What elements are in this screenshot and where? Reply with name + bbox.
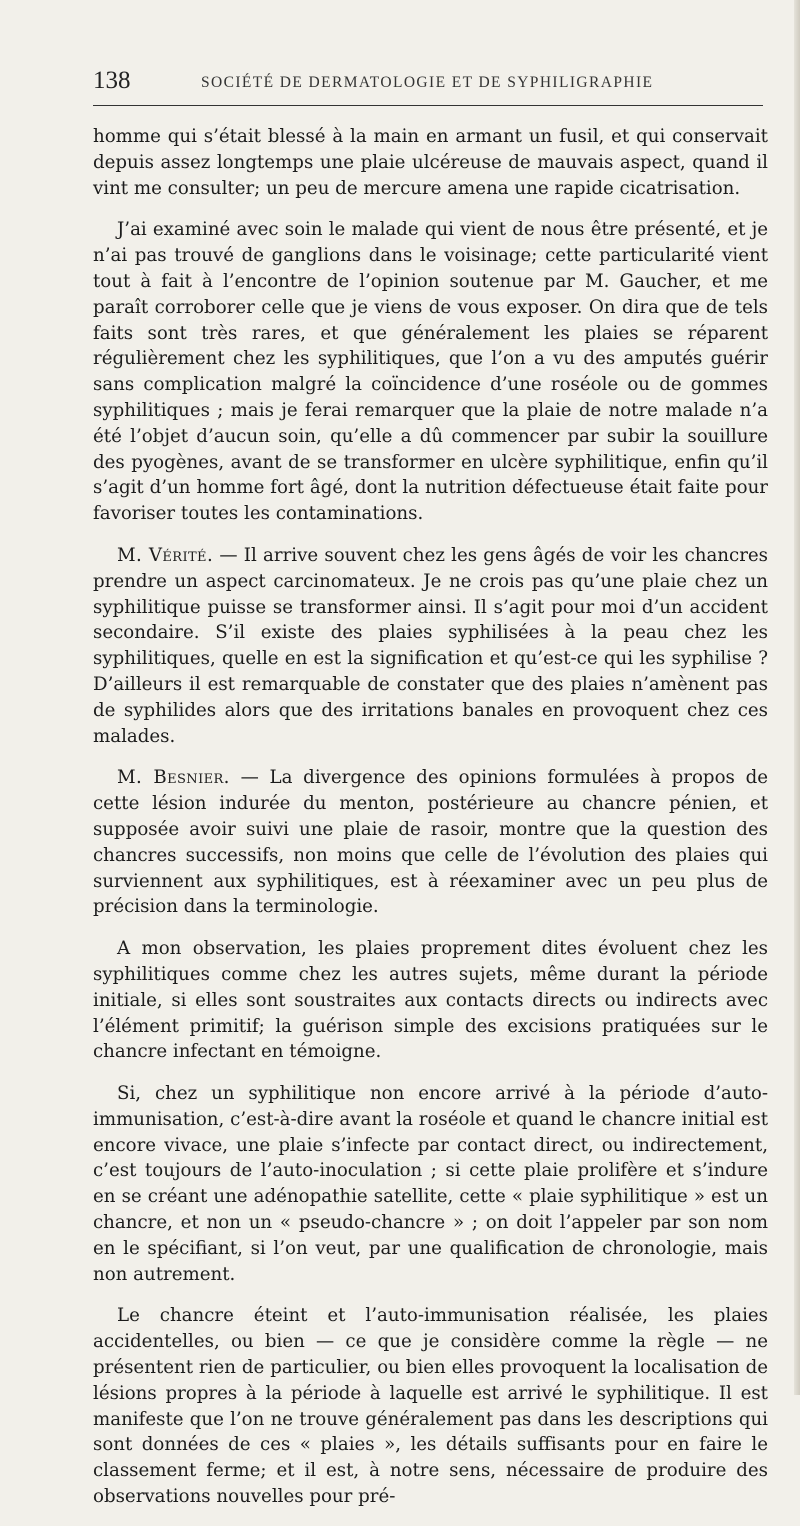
- paragraph-text: homme qui s’était blessé à la main en armant un fusil, et qui conservait depuis assez longtemps une plaie ulcéreuse de mauvais aspect, quand il vint me consulter; un peu de mercure amena une rapide cicatrisation.: [93, 126, 768, 199]
- paragraph-besnier: [93, 765, 768, 920]
- paragraph-text: — La divergence des opinions formulées à propos de cette lésion indurée du menton, postérieure au chancre pénien, et supposée avoir suivi une plaie de rasoir, montre que la question des chancres successifs, non moins que celle de l’évolution des plaies qui surviennent aux syphilitiques, est à réexaminer avec un peu plus de précision dans la terminologie.: [93, 767, 768, 918]
- speaker-name: M. Besnier.: [117, 767, 230, 789]
- paragraph-text: A mon observation, les plaies proprement dites évoluent chez les syphilitiques comme chez les autres sujets, même durant la période initiale, si elles sont soustraites aux contacts directs ou indirects avec l’élément primitif; la guérison simple des excisions pratiquées sur le chancre infectant en témoigne.: [93, 938, 768, 1063]
- speaker-name: M. Vérité.: [117, 544, 214, 566]
- header-rule: [93, 105, 763, 106]
- page-edge-shadow: [794, 0, 800, 1395]
- paragraph-continuation: [93, 124, 768, 201]
- paragraph-text: Le chancre éteint et l’auto-immunisation réalisée, les plaies accidentelles, ou bien — ce que je considère comme la règle — ne présentent rien de particulier, ou bien elles provoquent la localisation de lésions propres à la période à laquelle est arrivé le syphilitique. Il est manifeste que l’on ne trouve généralement pas dans les descriptions qui sont données de ces « plaies », les détails suffisants pour en faire le classement ferme; et il est, à notre sens, nécessaire de produire des observations nouvelles pour pré-: [93, 1305, 768, 1508]
- body-text: [93, 124, 768, 1526]
- page-number: 138: [93, 67, 131, 94]
- paragraph-text: Si, chez un syphilitique non encore arrivé à la période d’auto-immunisation, c’est-à-dire avant la roséole et quand le chancre initial est encore vivace, une plaie s’infecte par contact direct, ou indirectement, c’est toujours de l’auto-inoculation ; si cette plaie prolifère et s’indure en se créant une adénopathie satellite, cette « plaie syphilitique » est un chancre, et non un « pseudo-chancre » ; on doit l’appeler par son nom en le spécifiant, si l’on veut, par une qualification de chronologie, mais non autrement.: [93, 1083, 768, 1285]
- page-header: [93, 66, 763, 102]
- paragraph: [93, 936, 768, 1065]
- paragraph-text: — Il arrive souvent chez les gens âgés de voir les chancres prendre un aspect carcinomateux. Je ne crois pas qu’une plaie chez un syphilitique puisse se transformer ainsi. Il s’agit pour moi d’un accident secondaire. S’il existe des plaies syphilisées à la peau chez les syphilitiques, quelle en est la signification et qu’est-ce qui les syphilise ? D’ailleurs il est remarquable de constater que des plaies n’amènent pas de syphilides alors que des irritations banales en provoquent chez ces malades.: [93, 544, 768, 747]
- running-head: SOCIÉTÉ DE DERMATOLOGIE ET DE SYPHILIGRAPHIE: [201, 74, 654, 91]
- paragraph: [93, 1081, 768, 1287]
- paragraph-verite: [93, 543, 768, 749]
- paragraph-text: J’ai examiné avec soin le malade qui vient de nous être présenté, et je n’ai pas trouvé de ganglions dans le voisinage; cette particularité vient tout à fait à l’encontre de l’opinion soutenue par M. Gaucher, et me paraît corroborer celle que je viens de vous exposer. On dira que de tels faits sont très rares, et que généralement les plaies se réparent régulièrement chez les syphilitiques, que l’on a vu des amputés guérir sans complication malgré la coïncidence d’une roséole ou de gommes syphilitiques ; mais je ferai remarquer que la plaie de notre malade n’a été l’objet d’aucun soin, qu’elle a dû commencer par subir la souillure des pyogènes, avant de se transformer en ulcère syphilitique, enfin qu’il s’agit d’un homme fort âgé, dont la nutrition défectueuse était faite pour favoriser toutes les contaminations.: [93, 219, 768, 525]
- paragraph: [93, 1303, 768, 1509]
- paragraph: [93, 217, 768, 527]
